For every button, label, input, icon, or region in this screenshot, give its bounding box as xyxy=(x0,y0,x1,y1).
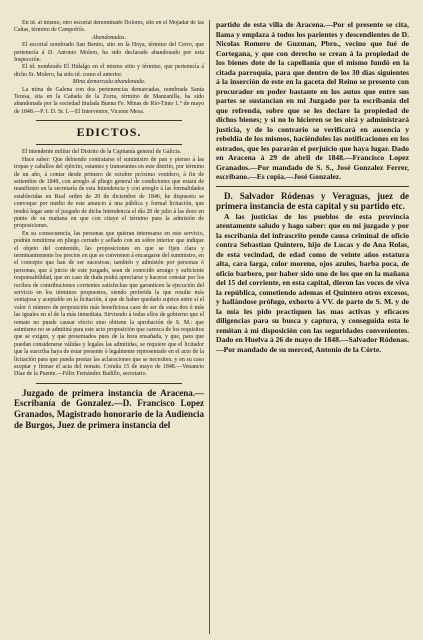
column-rule xyxy=(209,20,210,634)
section-divider xyxy=(216,186,409,187)
section-divider xyxy=(36,144,182,145)
edict-body: Hace saber: Que debiendo contratarse el suministro de pan y pienso á las tropas y caballos del ejército, estantes y transeuntes en este distrito, por término de un año, á contar desde primero de octubre próximo venidero, á fin de setiembre de 1849, con arreglo al pliego general de condiciones que estará de manifiesto en la secretaría de esta Intendencia y con arreglo á las formalidades establecidas en Real orden de 20 de diciembre de 1846, he dispuesto se convoque por medio de este anuncio á una pública y formal licitación, que tendrá lugar ante el juzgado de dicha Intendencia el día 20 de julio á las doce en punto de su mañana en que con citaye el término para la admisión de proposiciones. xyxy=(14,156,204,230)
right-column xyxy=(216,20,409,354)
demarcated-mine-subheading: Mina demarcada abandonada. xyxy=(72,79,146,86)
edict-intro: El intendente militar del Distrito de la Capitanía general de Galicia. xyxy=(22,149,182,156)
mine-notice-san-benito: El escorial nombrado San Benito, sito en la Hoya, término del Cerro, que pertenecía á D. Antonio Molero, ha sido declarado abandonado por esta Inspección. xyxy=(14,42,204,64)
mine-notice-dolores: En id. al mismo, otro escorial denominado Dolores, sito en el Mojadar de las Cañas, término de Campofrío. xyxy=(14,20,204,34)
court-notice-heading: Juzgado de primera instancia de Aracena.—Escribanía de Gonzalez.—D. Francisco Lopez Granados, Magistrado honorario de la Audiencia de Burgos, Juez de primera instancia del xyxy=(14,387,204,430)
arrest-warrant-notice: A las justicias de los pueblos de esta provincia atentamente saludo y hago saber: que en mi juzgado y por la escribanía del infrascrito pende causa criminal de oficio contra Sebastian Quintero, hijo de Lucas y de Ana Rolas, de esta vecindad, de edad como de veinte años estatura alta, cara larga, color moreno, ojos azules, barba poca, de oficio barbero, por haber sido uno de los que en la mañana del 15 del corriente, en esta capital, dieron las voces de viva la república, cometiendo ademas el Quintero otros excesos, y hallándose prófugo, exhorto á VV. de parte de S. M. y de la mía les pido practiquen las mas activas y eficaces diligencias para su busca y captura, y conseguida esta le remitan á mi disposición con las seguridades convenientes. Dado en Huelva á 26 de mayo de 1848.—Salvador Ródenas.—Por mandado de su merced, Antonio de la Córte. xyxy=(216,211,409,354)
edict-conditions: En su consecuencia, las personas que quieran interesarse en este servicio, podrán remitirme en pliego cerrado y sellado con un sobre interior que indique el objeto del contenido, las proposiciones en que se fijen clara y terminantemente los precios en que se convienen á encargarse del suministro, en el concepto que han de ser sucesivas; también y admisión por personas ó personas, que á juicio de este juzgado, sean de conocido arraigo y suficiente responsabilidad, que en caso de duda podrá apreciarse y hacerse constar por los recibos de contribuciones corrientes satisfechas que garanticen la ejecución del servicio en los términos propuestos, siendo preferida la que resulte más ventajosa y aceptable en la licitación, á que de haber quedado sujetos entre sí el valor ó número de proposición más beneficiosa caso de ser de estas dos ó más las iguales en el de la más inmediata. Sirviendo á todas ellos de gobierno que el remate no puede causar efecto sino obtiene la aprobación de S. M.: que asimismo no se admitirá para este acto proposición que carezca de los requisitos que se exigen, y que presentados pues de la hora ensañada, y que, para que puedan considerarse válidas y legales las admitidas, se requiere que el licitador que la suscriba haya de estar presente ó legalmente representado en el acto de la licitación para que pueda prestar las aclaraciones que se necesiten, y en su caso aceptar y firmar el acta del remate. Coruña 15 de mayo de 1848.—Venancio Díaz de la Puente.—Félix Fernández Badillo, secretario. xyxy=(14,230,204,378)
left-column xyxy=(14,20,204,430)
abandoned-subheading: Abandonadas. xyxy=(92,34,126,41)
judge-notice-heading: D. Salvador Ródenas y Veraguas, juez de primera instancia de esta capital y su partido etc. xyxy=(216,190,409,212)
mine-notice-santa-teresa: La mina de Galena con dos pertenencias demarcadas, nombrada Santa Teresa, sita en la Cañada de la Zorra, término de Manzanilla, ha sido abandonada por la sociedad titulada Buena Fe. Minas de Rio-Tinto 1.° de mayo de 1848.—P. I. D. Sr. I.—El Interventor, Vicente Mesa. xyxy=(14,86,204,115)
section-divider xyxy=(36,383,182,384)
section-divider xyxy=(36,120,182,121)
edicts-heading: EDICTOS. xyxy=(76,125,142,140)
summons-notice: partido de esta villa de Aracena.—Por el presente se cita, llama y emplaza á todos los parientes y descendientes de D. Nicolas Romero de Guzman, Pbro., vecino que fué de Cortegana, y que con derecho se crean á la propiedad de los bienes dote de la capellanía que el mismo fundó en la citada parroquia, para que dentro de los 30 días siguientes á la inserción de este en la gaceta del Reino se presente con procurador en poder bastante en los autos que entre sus partes se sustancian en mi Juzgado por la escribanía del que refrenda, sobre que se les declare la propiedad de dichos bienes; y si no lo hicieren se les oirá y administrará justicia, y de lo contrario se verificará en ausencia y rebeldía de los mismos, haciéndoles las notificaciones en los estrados, que les pararán el perjuicio que haya lugar. Dado en Aracena á 29 de abril de 1848.—Francisco Lopez Granados.—Por mandado de S. S., José Gonzalez Ferrer, escribano.—Es copia.—José Gonzalez. xyxy=(216,20,409,181)
mine-notice-el-hidalgo: El id. nombrado El Hidalgo en el mismo sitio y término, que pertenecía á dicho Sr. Molero, ha sido id. como el anterior. xyxy=(14,64,204,78)
